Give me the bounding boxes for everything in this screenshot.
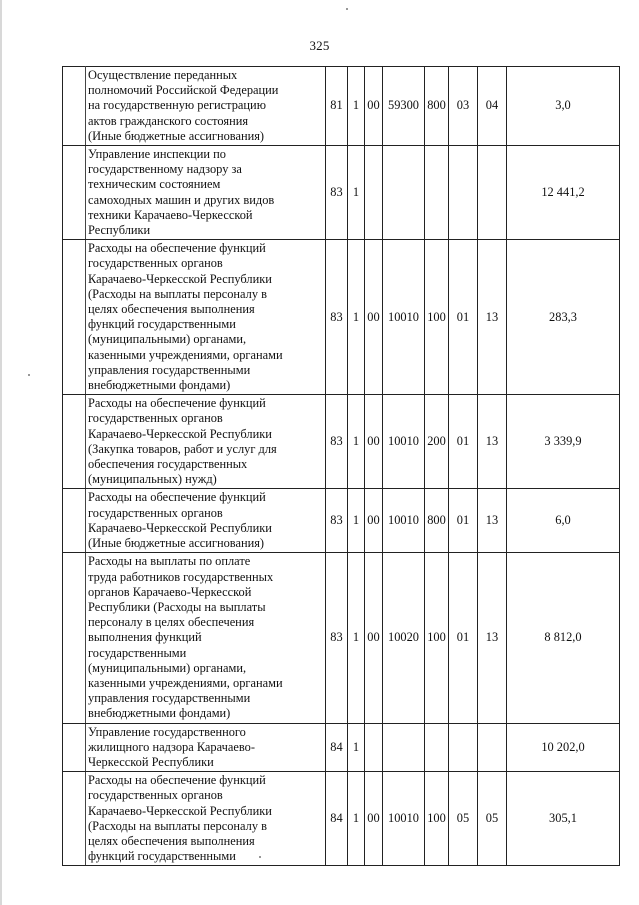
cell-program-code: 1 bbox=[348, 489, 365, 553]
cell-row-marker bbox=[63, 723, 86, 772]
cell-expense-type bbox=[425, 146, 449, 240]
cell-subsection: 13 bbox=[478, 553, 507, 723]
cell-amount: 6,0 bbox=[507, 489, 620, 553]
cell-expense-type: 100 bbox=[425, 240, 449, 395]
cell-section bbox=[449, 146, 478, 240]
cell-admin-code: 83 bbox=[326, 240, 348, 395]
page-number: 325 bbox=[309, 38, 330, 53]
cell-program-code: 1 bbox=[348, 395, 365, 489]
cell-expense-type: 100 bbox=[425, 772, 449, 866]
cell-row-marker bbox=[63, 489, 86, 553]
cell-subprogram-code bbox=[365, 723, 383, 772]
cell-subprogram-code: 00 bbox=[365, 240, 383, 395]
cell-subprogram-code: 00 bbox=[365, 489, 383, 553]
cell-section: 03 bbox=[449, 67, 478, 146]
cell-amount: 8 812,0 bbox=[507, 553, 620, 723]
cell-expense-type: 800 bbox=[425, 489, 449, 553]
cell-row-marker bbox=[63, 67, 86, 146]
cell-subprogram-code: 00 bbox=[365, 553, 383, 723]
cell-row-marker bbox=[63, 553, 86, 723]
scan-edge bbox=[0, 0, 2, 905]
cell-expense-name: Расходы на обеспечение функций государственных органов Карачаево-Черкесской Республики (Расходы на выплаты персоналу в целях обеспечения выполнения функций государственными (муниципальными) органами, казенными учреждениями, органами управления государственными внебюджетными фондами) bbox=[86, 240, 326, 395]
cell-admin-code: 83 bbox=[326, 146, 348, 240]
cell-admin-code: 81 bbox=[326, 67, 348, 146]
cell-subsection: 13 bbox=[478, 395, 507, 489]
cell-expense-name: Управление инспекции по государственному надзору за техническим состоянием самоходных машин и других видов техники Карачаево-Черкесской Республики bbox=[86, 146, 326, 240]
cell-amount: 283,3 bbox=[507, 240, 620, 395]
cell-subsection: 13 bbox=[478, 489, 507, 553]
cell-expense-name: Расходы на обеспечение функций государственных органов Карачаево-Черкесской Республики (Расходы на выплаты персоналу в целях обеспечения выполнения функций государственными bbox=[86, 772, 326, 866]
table-row bbox=[63, 240, 620, 395]
cell-subsection: 13 bbox=[478, 240, 507, 395]
cell-subprogram-code bbox=[365, 146, 383, 240]
scan-speck bbox=[259, 856, 261, 858]
cell-program-code: 1 bbox=[348, 146, 365, 240]
cell-expense-name: Управление государственного жилищного надзора Карачаево- Черкесской Республики bbox=[86, 723, 326, 772]
cell-direction-code: 10010 bbox=[383, 395, 425, 489]
cell-row-marker bbox=[63, 395, 86, 489]
scan-speck bbox=[28, 374, 30, 376]
cell-subsection: 04 bbox=[478, 67, 507, 146]
cell-direction-code: 10010 bbox=[383, 772, 425, 866]
cell-amount: 3 339,9 bbox=[507, 395, 620, 489]
cell-amount: 3,0 bbox=[507, 67, 620, 146]
cell-admin-code: 83 bbox=[326, 395, 348, 489]
cell-admin-code: 84 bbox=[326, 723, 348, 772]
cell-program-code: 1 bbox=[348, 772, 365, 866]
cell-expense-type bbox=[425, 723, 449, 772]
cell-amount: 305,1 bbox=[507, 772, 620, 866]
cell-direction-code bbox=[383, 146, 425, 240]
table-row bbox=[63, 553, 620, 723]
cell-expense-type: 800 bbox=[425, 67, 449, 146]
cell-section bbox=[449, 723, 478, 772]
cell-subsection bbox=[478, 146, 507, 240]
table-row bbox=[63, 395, 620, 489]
table-row bbox=[63, 146, 620, 240]
cell-direction-code: 10020 bbox=[383, 553, 425, 723]
cell-section: 01 bbox=[449, 553, 478, 723]
cell-expense-type: 200 bbox=[425, 395, 449, 489]
cell-direction-code bbox=[383, 723, 425, 772]
cell-expense-name: Осуществление переданных полномочий Российской Федерации на государственную регистрацию актов гражданского состояния (Иные бюджетные ассигнования) bbox=[86, 67, 326, 146]
table-row bbox=[63, 67, 620, 146]
budget-table bbox=[62, 66, 620, 866]
cell-subprogram-code: 00 bbox=[365, 67, 383, 146]
table-row bbox=[63, 723, 620, 772]
cell-subprogram-code: 00 bbox=[365, 395, 383, 489]
cell-direction-code: 59300 bbox=[383, 67, 425, 146]
cell-amount: 12 441,2 bbox=[507, 146, 620, 240]
cell-expense-name: Расходы на выплаты по оплате труда работников государственных органов Карачаево-Черкесской Республики (Расходы на выплаты персоналу в целях обеспечения выполнения функций государственными (муниципальными) органами, казенными учреждениями, органами управления государственными внебюджетными фондами) bbox=[86, 553, 326, 723]
table-row bbox=[63, 772, 620, 866]
cell-admin-code: 83 bbox=[326, 553, 348, 723]
cell-program-code: 1 bbox=[348, 67, 365, 146]
cell-direction-code: 10010 bbox=[383, 240, 425, 395]
cell-amount: 10 202,0 bbox=[507, 723, 620, 772]
cell-expense-name: Расходы на обеспечение функций государственных органов Карачаево-Черкесской Республики (Иные бюджетные ассигнования) bbox=[86, 489, 326, 553]
cell-expense-type: 100 bbox=[425, 553, 449, 723]
cell-section: 01 bbox=[449, 395, 478, 489]
cell-row-marker bbox=[63, 146, 86, 240]
cell-subsection: 05 bbox=[478, 772, 507, 866]
cell-program-code: 1 bbox=[348, 723, 365, 772]
cell-admin-code: 84 bbox=[326, 772, 348, 866]
cell-admin-code: 83 bbox=[326, 489, 348, 553]
cell-program-code: 1 bbox=[348, 553, 365, 723]
scan-speck bbox=[346, 8, 348, 10]
cell-subsection bbox=[478, 723, 507, 772]
cell-program-code: 1 bbox=[348, 240, 365, 395]
cell-direction-code: 10010 bbox=[383, 489, 425, 553]
cell-row-marker bbox=[63, 240, 86, 395]
cell-section: 01 bbox=[449, 240, 478, 395]
cell-row-marker bbox=[63, 772, 86, 866]
cell-section: 01 bbox=[449, 489, 478, 553]
table-row bbox=[63, 489, 620, 553]
cell-section: 05 bbox=[449, 772, 478, 866]
cell-expense-name: Расходы на обеспечение функций государственных органов Карачаево-Черкесской Республики (Закупка товаров, работ и услуг для обеспечения государственных (муниципальных) нужд) bbox=[86, 395, 326, 489]
cell-subprogram-code: 00 bbox=[365, 772, 383, 866]
